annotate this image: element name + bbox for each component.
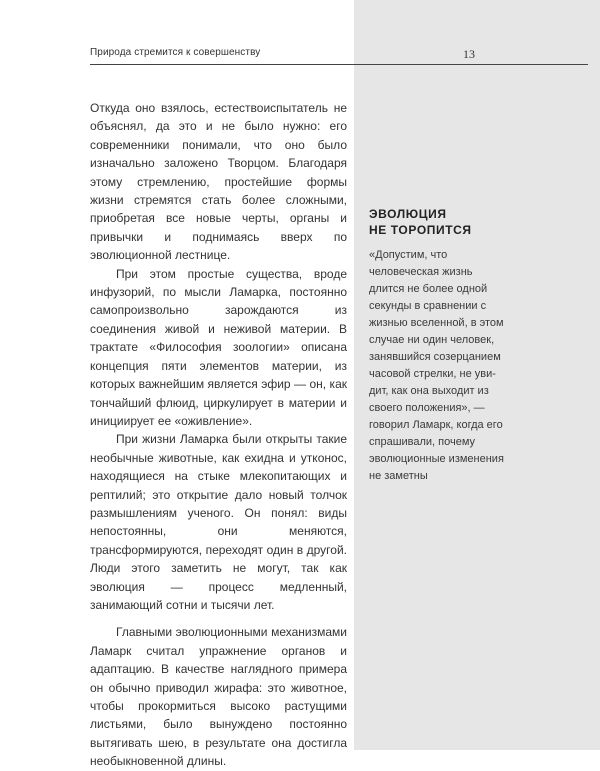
sidebar-title-line-2: НЕ ТОРОПИТСЯ <box>369 223 472 237</box>
paragraph-3: При жизни Ламарка были открыты такие необычные животные, как ехидна и утконос, находящиеся на стыке млекопитающих и рептилий; это открытие дало новый толчок размышлениям ученого. Он понял: виды непостоянны, они меняются, трансформируются, переходят один в другой. Люди этого заметить не могут, так как эволюция — процесс медленный, занимающий сотни и тысячи лет. <box>90 432 347 612</box>
paragraph-2: При этом простые существа, вроде инфузорий, по мысли Ламарка, постоянно самопроизвольно зарождаются из соединения живой и неживой материи. В трактате «Философия зоологии» описана концепция пяти элементов материи, из которых важнейшим является эфир — он, как тончайший флюид, циркулирует в материи и инициирует ее «оживление». <box>90 266 347 428</box>
sidebar-quote: «Допустим, что человеческая жизнь длится не более одной секунды в сравнении с жизнью вселенной, в этом случае ни один человек, занявшийся созерцанием часовой стрелки, не увидит, как она выходит из своего положения», — говорил Ламарк, когда его спрашивали, почему эволюционные изменения не заметны <box>369 249 504 482</box>
running-head: Природа стремится к совершенству <box>90 47 261 58</box>
page-number: 13 <box>463 47 475 61</box>
sidebar-title-line-1: ЭВОЛЮЦИЯ <box>369 207 447 221</box>
paragraph-4: Главными эволюционными механизмами Ламарк считал упражнение органов и адаптацию. В качестве наглядного примера он обычно приводил жирафа: это животное, чтобы прокормиться высоко растущими листьями, было вынуждено постоянно вытягивать шею, в результате она достигла необыкновенной длины. <box>90 625 347 769</box>
header-rule <box>90 64 588 65</box>
sidebar-title <box>369 206 509 238</box>
paragraph-1: Откуда оно взялось, естествоиспытатель не объяснял, да это и не было нужно: его современники понимали, что оно было изначально заложено Творцом. Благодаря этому стремлению, простейшие формы жизни стремятся стать более сложными, приобретая все новые черты, органы и привычки и поднимаясь вверх по эволюционной лестнице. <box>90 101 347 263</box>
page-header <box>90 47 590 65</box>
main-text <box>90 99 347 771</box>
